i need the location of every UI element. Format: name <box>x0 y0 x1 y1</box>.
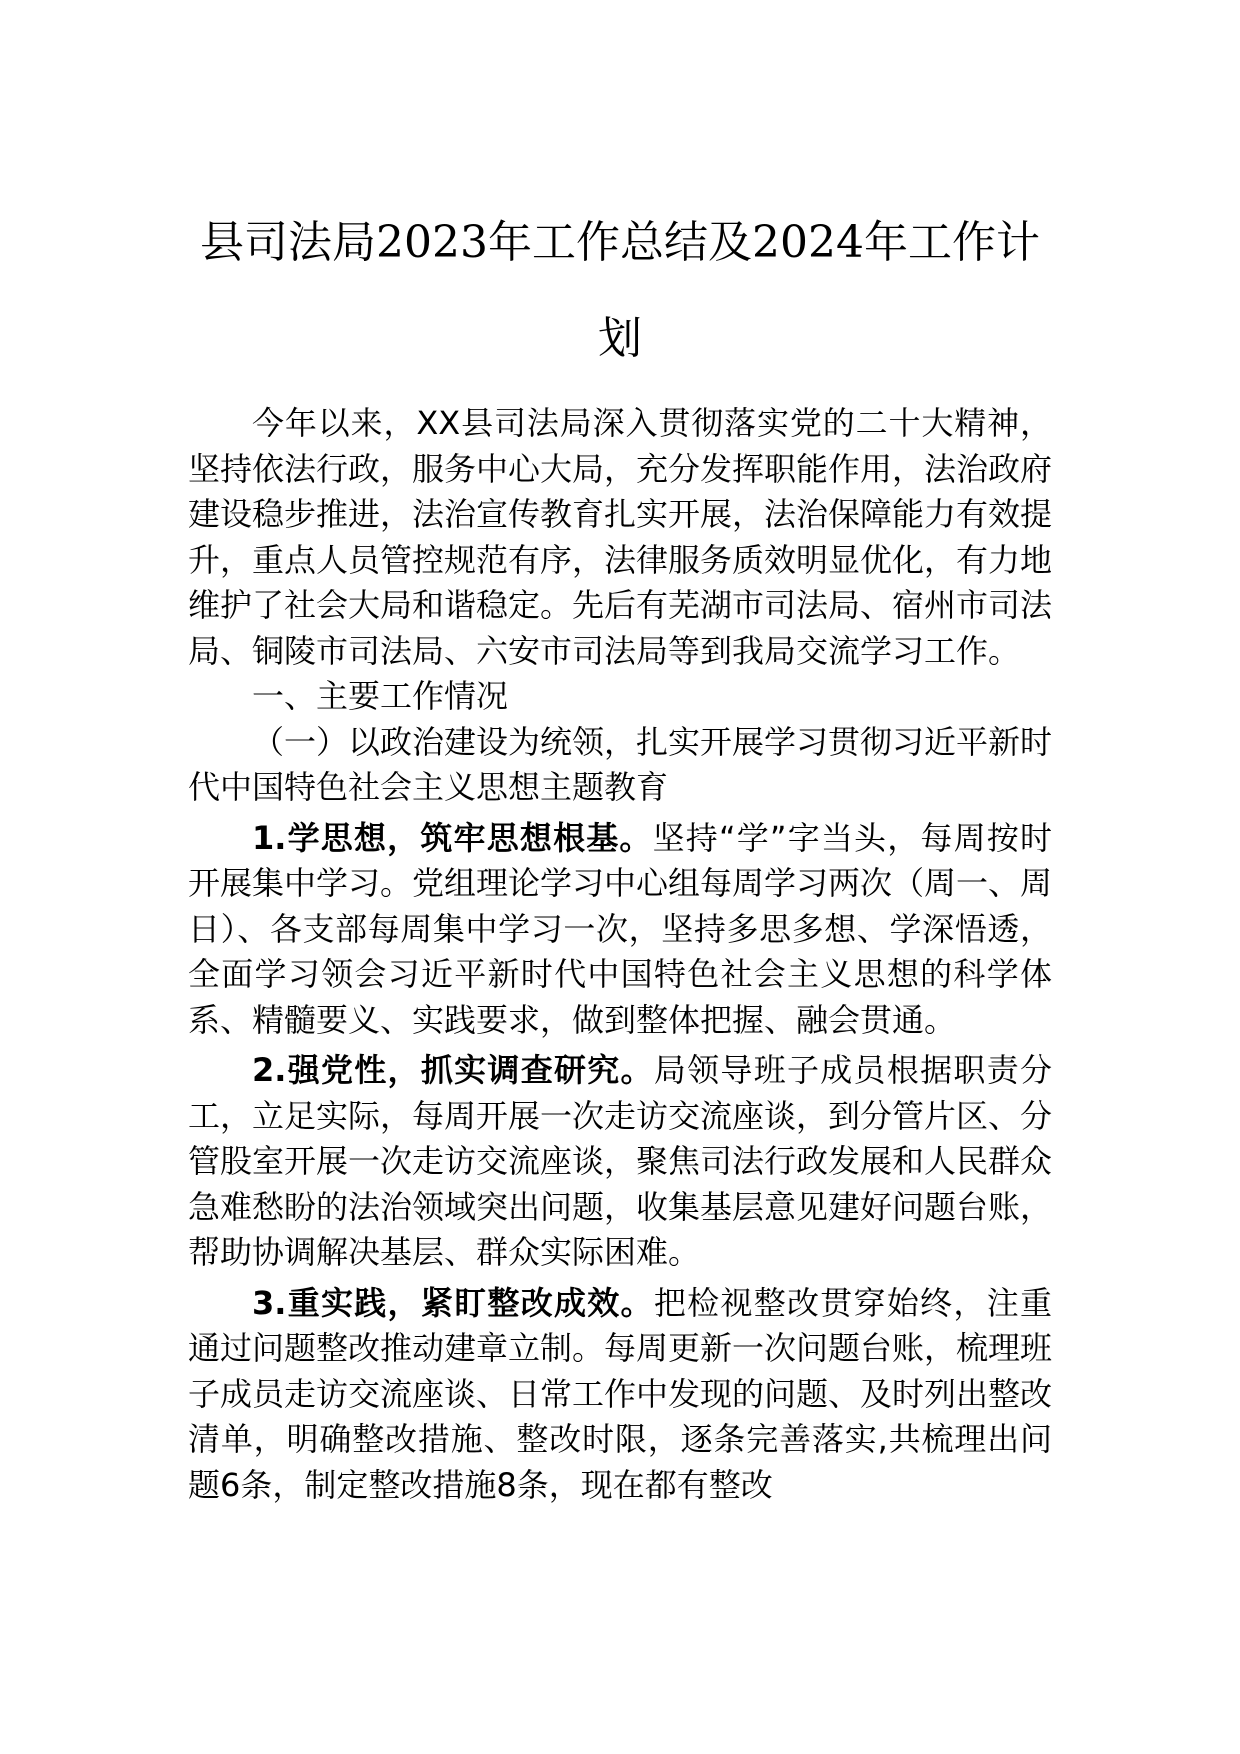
item-lead-3: 3.重实践，紧盯整改成效。 <box>252 1283 654 1322</box>
section-heading-main-work: 一、主要工作情况 <box>252 677 509 715</box>
subsection-heading-political-building: （一）以政治建设为统领，扎实开展学习贯彻习近平新时代中国特色社会主义思想主题教育 <box>188 722 1053 806</box>
item-lead-1: 1.学思想，筑牢思想根基。 <box>252 818 653 857</box>
document-title <box>188 195 1052 387</box>
item-text-2: 局领导班子成员根据职责分工，立足实际，每周开展一次走访交流座谈，到分管片区、分管股室开展一次走访交流座谈，聚焦司法行政发展和人民群众急难愁盼的法治领域突出问题，收集基层意见建好问题台账，帮助协调解决基层、群众实际困难。 <box>188 1051 1053 1271</box>
item-text-3: 把检视整改贯穿始终，注重通过问题整改推动建章立制。每周更新一次问题台账，梳理班子成员走访交流座谈、日常工作中发现的问题、及时列出整改清单，明确整改措施、整改时限，逐条完善落实,共梳理出问题6条，制定整改措施8条，现在都有整改 <box>188 1283 1053 1504</box>
item-paragraph-3 <box>188 1281 1052 1509</box>
title-line-1: 县司法局2023年工作总结及2024年工作计 <box>200 217 1040 268</box>
item-text-1: 坚持“学”字当头，每周按时开展集中学习。党组理论学习中心组每周学习两次（周一、周日）、各支部每周集中学习一次，坚持多思多想、学深悟透，全面学习领会习近平新时代中国特色社会主义思想的科学体系、精髓要义、实践要求，做到整体把握、融会贯通。 <box>188 818 1053 1039</box>
document-body <box>188 195 1052 1508</box>
item-paragraph-1 <box>188 816 1052 1044</box>
title-line-2: 划 <box>598 313 642 364</box>
intro-paragraph: 今年以来，XX县司法局深入贯彻落实党的二十大精神，坚持依法行政，服务中心大局，充分发挥职能作用，法治政府建设稳步推进，法治宣传教育扎实开展，法治保障能力有效提升，重点人员管控规范有序，法律服务质效明显优化，有力地维护了社会大局和谐稳定。先后有芜湖市司法局、宿州市司法局、铜陵市司法局、六安市司法局等到我局交流学习工作。 <box>188 404 1053 670</box>
item-paragraph-2 <box>188 1048 1052 1276</box>
item-lead-2: 2.强党性，抓实调查研究。 <box>252 1051 654 1089</box>
document-text <box>188 401 1052 1508</box>
